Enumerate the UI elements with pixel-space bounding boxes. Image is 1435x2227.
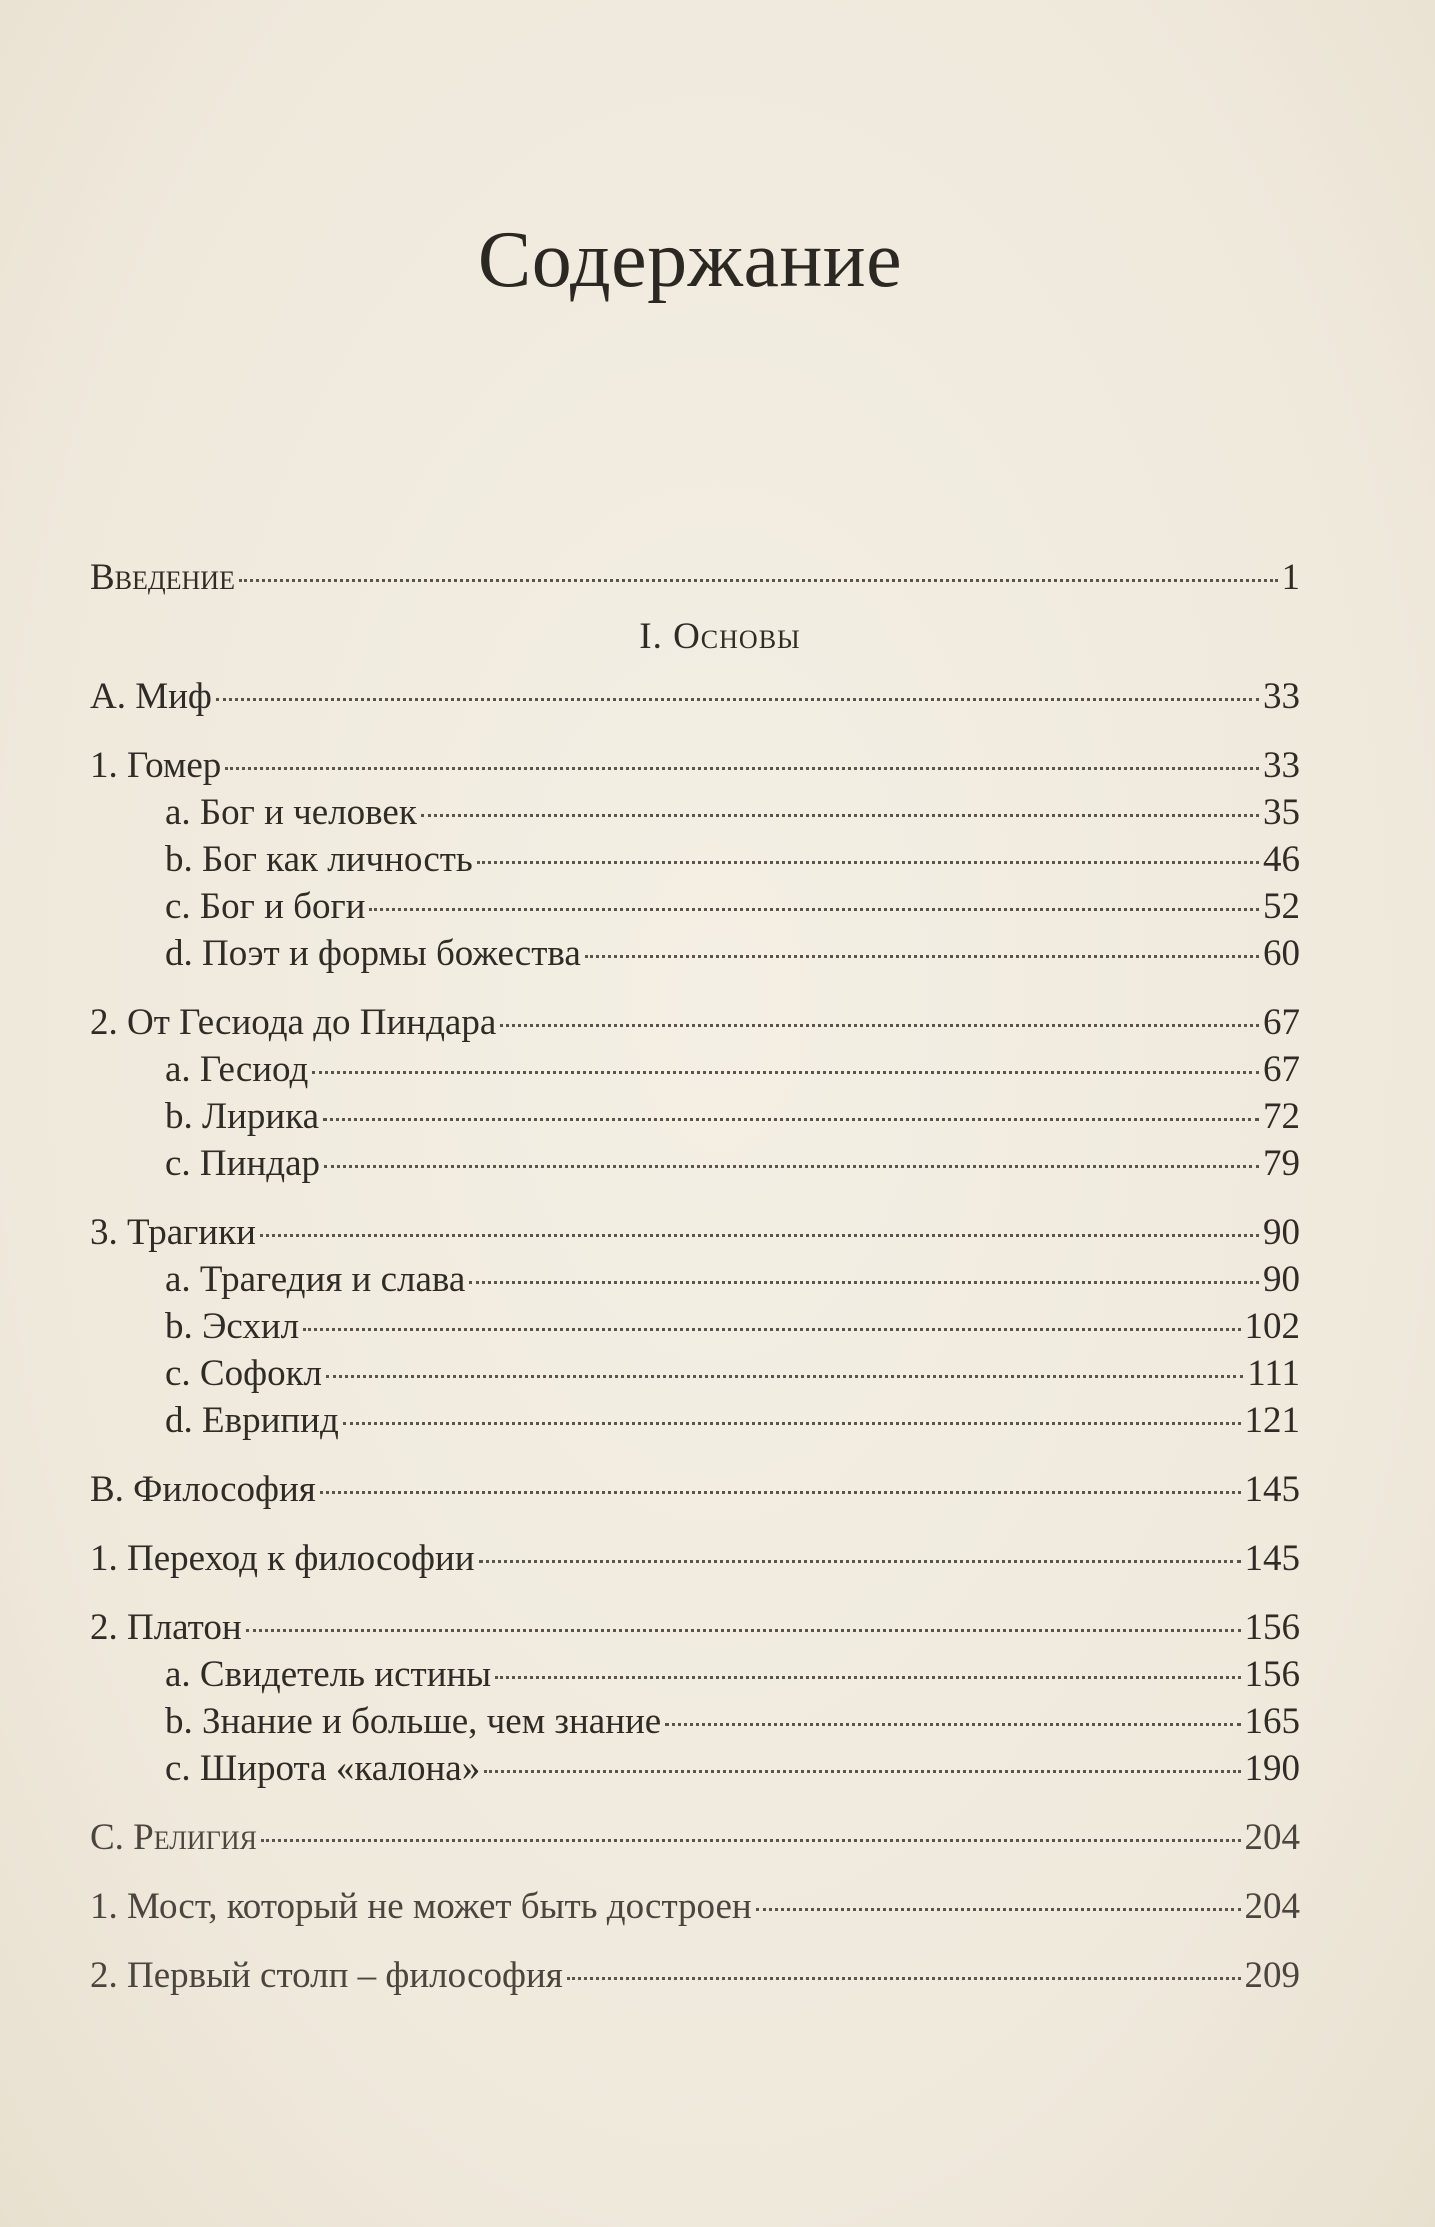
- toc-entry-label: 2. Первый столп – философия: [90, 1955, 563, 1996]
- dot-leader: [343, 1422, 1241, 1425]
- dot-leader: [477, 861, 1259, 864]
- dot-leader: [239, 579, 1278, 582]
- dot-leader: [324, 1165, 1259, 1168]
- toc-group: [90, 743, 1300, 790]
- dot-leader: [479, 1560, 1241, 1563]
- toc-entry-page: 67: [1263, 1002, 1300, 1043]
- toc-item: [90, 1746, 1300, 1793]
- dot-leader: [421, 814, 1259, 817]
- dot-leader: [369, 908, 1259, 911]
- toc-entry-label: b. Эсхил: [165, 1306, 300, 1347]
- toc-group: [90, 1884, 1300, 1931]
- toc-entry-page: 165: [1244, 1701, 1300, 1742]
- toc-group: [90, 1000, 1300, 1047]
- toc-section-a: [90, 674, 1300, 721]
- toc-item: [90, 884, 1300, 931]
- toc-entry-page: 156: [1244, 1607, 1300, 1648]
- toc-item: [90, 1141, 1300, 1188]
- toc-item: [90, 1398, 1300, 1445]
- dot-leader: [303, 1328, 1240, 1331]
- dot-leader: [500, 1024, 1259, 1027]
- toc-entry-page: 190: [1244, 1748, 1300, 1789]
- toc-entry-page: 79: [1263, 1143, 1300, 1184]
- toc-entry-intro: [90, 555, 1300, 602]
- toc-entry-label: d. Поэт и формы божества: [165, 933, 581, 974]
- toc-entry-page: 121: [1244, 1400, 1300, 1441]
- page-title: Содержание: [477, 216, 903, 304]
- toc-entry-label: 2. Платон: [90, 1607, 242, 1648]
- toc-item: [90, 1047, 1300, 1094]
- toc-entry-label: A. Миф: [90, 676, 212, 717]
- toc-entry-label: 1. Гомер: [90, 745, 222, 786]
- toc-item: [90, 1257, 1300, 1304]
- toc-entry-label: c. Пиндар: [165, 1143, 320, 1184]
- toc-entry-page: 33: [1263, 745, 1300, 786]
- toc-entry-page: 1: [1281, 557, 1300, 598]
- dot-leader: [585, 955, 1259, 958]
- toc-entry-label: c. Софокл: [165, 1353, 323, 1394]
- toc-entry-page: 204: [1244, 1886, 1300, 1927]
- dot-leader: [495, 1676, 1240, 1679]
- dot-leader: [225, 767, 1259, 770]
- toc-entry-label: a. Трагедия и слава: [165, 1259, 466, 1300]
- toc-section-c: [90, 1815, 1300, 1862]
- dot-leader: [756, 1908, 1241, 1911]
- dot-leader: [665, 1723, 1240, 1726]
- toc-group: [90, 1605, 1300, 1652]
- toc-entry-page: 52: [1263, 886, 1300, 927]
- dot-leader: [326, 1375, 1243, 1378]
- toc-entry-label: Введение: [90, 557, 235, 598]
- toc-item: [90, 837, 1300, 884]
- toc-entry-label: b. Лирика: [165, 1096, 320, 1137]
- toc-entry-label: 1. Переход к философии: [90, 1538, 475, 1579]
- toc-entry-label: C. Религия: [90, 1817, 257, 1858]
- toc-entry-page: 145: [1244, 1538, 1300, 1579]
- toc-section-b: [90, 1467, 1300, 1514]
- toc-entry-page: 102: [1244, 1306, 1300, 1347]
- toc-entry-page: 204: [1244, 1817, 1300, 1858]
- dot-leader: [246, 1629, 1241, 1632]
- dot-leader: [216, 698, 1259, 701]
- toc-entry-page: 111: [1247, 1353, 1300, 1394]
- toc-entry-page: 60: [1263, 933, 1300, 974]
- toc-item: [90, 931, 1300, 978]
- dot-leader: [320, 1491, 1241, 1494]
- toc-entry-label: b. Знание и больше, чем знание: [165, 1701, 662, 1742]
- toc-entry-page: 145: [1244, 1469, 1300, 1510]
- toc-entry-page: 72: [1263, 1096, 1300, 1137]
- toc-entry-label: a. Гесиод: [165, 1049, 309, 1090]
- dot-leader: [469, 1281, 1259, 1284]
- toc-item: [90, 790, 1300, 837]
- dot-leader: [323, 1118, 1259, 1121]
- toc-entry-label: c. Широта «калона»: [165, 1748, 481, 1789]
- toc-entry-label: a. Бог и человек: [165, 792, 417, 833]
- dot-leader: [260, 1234, 1259, 1237]
- toc-item: [90, 1699, 1300, 1746]
- toc-entry-label: c. Бог и боги: [165, 886, 366, 927]
- dot-leader: [484, 1770, 1240, 1773]
- toc-entry-label: 2. От Гесиода до Пиндара: [90, 1002, 497, 1043]
- toc-item: [90, 1652, 1300, 1699]
- toc-entry-label: B. Философия: [90, 1469, 316, 1510]
- part-heading: I. Основы: [639, 616, 801, 657]
- toc-group: [90, 1536, 1300, 1583]
- toc-entry-page: 156: [1244, 1654, 1300, 1695]
- toc-entry-page: 35: [1263, 792, 1300, 833]
- table-of-contents: [90, 555, 1300, 2000]
- dot-leader: [567, 1977, 1241, 1980]
- toc-group: [90, 1210, 1300, 1257]
- toc-entry-label: d. Еврипид: [165, 1400, 339, 1441]
- toc-entry-page: 33: [1263, 676, 1300, 717]
- toc-entry-label: b. Бог как личность: [165, 839, 473, 880]
- toc-entry-label: 1. Мост, который не может быть достроен: [90, 1886, 752, 1927]
- dot-leader: [312, 1071, 1259, 1074]
- toc-item: [90, 1351, 1300, 1398]
- toc-group: [90, 1953, 1300, 2000]
- toc-entry-page: 67: [1263, 1049, 1300, 1090]
- toc-entry-page: 46: [1263, 839, 1300, 880]
- toc-item: [90, 1304, 1300, 1351]
- toc-entry-label: a. Свидетель истины: [165, 1654, 492, 1695]
- toc-entry-page: 90: [1263, 1259, 1300, 1300]
- toc-entry-label: 3. Трагики: [90, 1212, 256, 1253]
- dot-leader: [261, 1839, 1241, 1842]
- toc-entry-page: 90: [1263, 1212, 1300, 1253]
- toc-item: [90, 1094, 1300, 1141]
- toc-entry-page: 209: [1244, 1955, 1300, 1996]
